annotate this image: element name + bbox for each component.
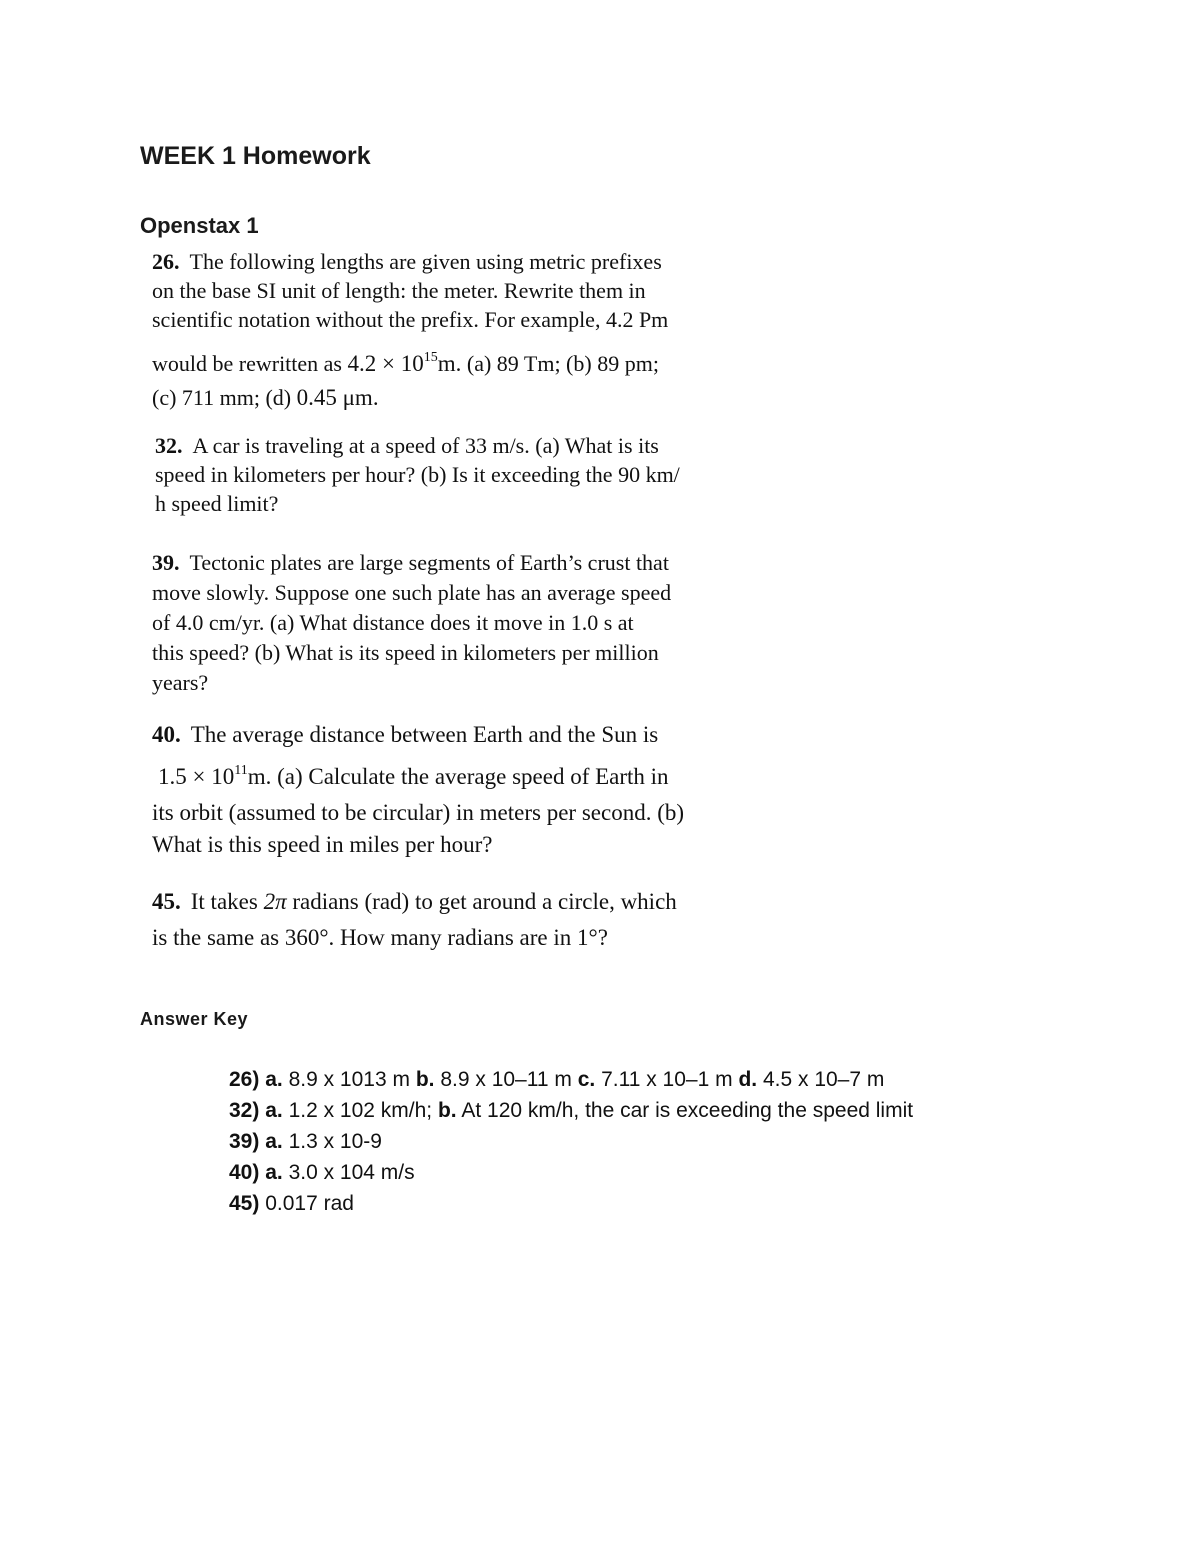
answer-list bbox=[229, 1064, 913, 1219]
problem-number: 45. bbox=[152, 889, 181, 914]
problem-line: (c) 711 mm; (d) 0.45 μm. bbox=[152, 385, 379, 410]
problem-line: 39. Tectonic plates are large segments of Earth’s crust that bbox=[152, 550, 669, 575]
problem-line: 32. A car is traveling at a speed of 33 m/s. (a) What is its bbox=[155, 433, 659, 458]
problem-line: scientific notation without the prefix. For example, 4.2 Pm bbox=[152, 307, 669, 332]
problem-line: its orbit (assumed to be circular) in meters per second. (b) bbox=[152, 800, 685, 825]
answer-45: 45) 0.017 rad bbox=[229, 1192, 354, 1215]
answer-key-title: Answer Key bbox=[140, 1009, 249, 1029]
problem-line: $1.5 \times 10^{11}m$. (a) Calculate the average speed of Earth in bbox=[158, 763, 669, 789]
problem-line: h speed limit? bbox=[155, 491, 279, 516]
problem-line: 45. It takes 2π radians (rad) to get around a circle, which bbox=[152, 889, 677, 914]
problem-line: this speed? (b) What is its speed in kilometers per million bbox=[152, 640, 659, 665]
problem-line: move slowly. Suppose one such plate has an average speed bbox=[152, 580, 672, 605]
problem-line: 40. The average distance between Earth and the Sun is bbox=[152, 722, 659, 747]
problem-line: is the same as 360°. How many radians are in 1°? bbox=[152, 925, 608, 950]
section-title: Openstax 1 bbox=[140, 213, 259, 238]
page-title: WEEK 1 Homework bbox=[140, 142, 371, 170]
problem-number: 26. bbox=[152, 249, 180, 274]
problem-line: 26. The following lengths are given using metric prefixes bbox=[152, 249, 662, 274]
problem-line: on the base SI unit of length: the meter. Rewrite them in bbox=[152, 278, 646, 303]
problem-45 bbox=[152, 884, 782, 956]
problem-line: would be rewritten as $4.2 \times 10^{15}m$. (a) 89 Tm; (b) 89 pm; bbox=[152, 350, 659, 376]
math-expression: $1.5 \times 10^{11}m$. bbox=[158, 763, 272, 789]
math-expression: $4.2 \times 10^{15}m$. bbox=[347, 350, 462, 376]
problem-line: What is this speed in miles per hour? bbox=[152, 832, 493, 857]
problem-number: 39. bbox=[152, 550, 180, 575]
answer-39: 39) a. 1.3 x 10-9 bbox=[229, 1130, 382, 1153]
problem-line: speed in kilometers per hour? (b) Is it exceeding the 90 km/ bbox=[155, 462, 680, 487]
answer-32: 32) a. 1.2 x 102 km/h; b. At 120 km/h, the car is exceeding the speed limit bbox=[229, 1099, 914, 1122]
math-expression: 2π bbox=[263, 889, 287, 914]
problem-number: 40. bbox=[152, 722, 181, 747]
math-expression: 0.45 μm. bbox=[296, 385, 379, 410]
problem-line: years? bbox=[152, 670, 209, 695]
problem-line: of 4.0 cm/yr. (a) What distance does it move in 1.0 s at bbox=[152, 610, 634, 635]
answer-40: 40) a. 3.0 x 104 m/s bbox=[229, 1161, 415, 1184]
problem-39 bbox=[152, 548, 752, 698]
answer-26: 26) a. 8.9 x 1013 m b. 8.9 x 10–11 m c. 7.11 x 10–1 m d. 4.5 x 10–7 m bbox=[229, 1068, 885, 1091]
problem-32 bbox=[155, 431, 745, 518]
problem-number: 32. bbox=[155, 433, 183, 458]
problem-40 bbox=[152, 719, 772, 861]
problem-26 bbox=[152, 247, 742, 412]
